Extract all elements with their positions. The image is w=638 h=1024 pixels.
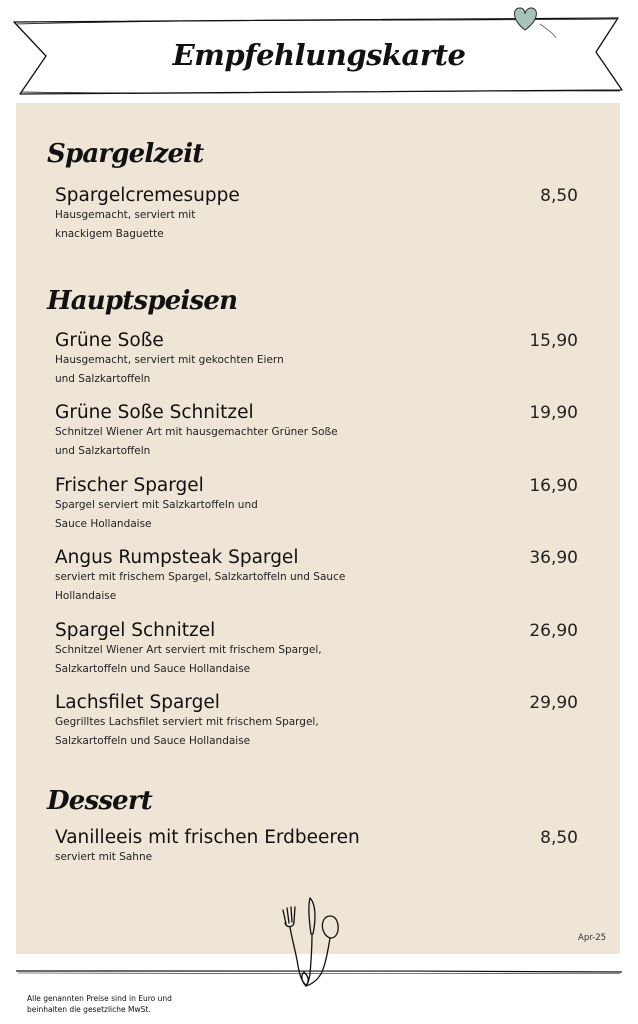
item-name: Lachsfilet Spargel — [55, 692, 220, 713]
item-price: 8,50 — [540, 186, 578, 206]
section-title-hauptspeisen: Hauptspeisen — [47, 286, 238, 316]
price-note: Alle genannten Preise sind in Euro und beinhalten die gesetzliche MwSt. — [27, 994, 172, 1014]
page-title: Empfehlungskarte — [172, 38, 466, 72]
section-title-spargelzeit: Spargelzeit — [47, 139, 204, 169]
menu-item — [55, 475, 585, 533]
menu-item — [55, 692, 585, 750]
item-description: Schnitzel Wiener Art serviert mit frischem Spargel, Salzkartoffeln und Sauce Hollandaise — [55, 644, 322, 675]
item-price: 29,90 — [529, 693, 578, 713]
item-description: Hausgemacht, serviert mit gekochten Eiern und Salzkartoffeln — [55, 354, 284, 385]
item-name: Spargel Schnitzel — [55, 620, 216, 641]
section-title-dessert: Dessert — [47, 786, 153, 816]
cutlery-icon — [266, 890, 356, 990]
item-description: serviert mit frischem Spargel, Salzkartoffeln und Sauce Hollandaise — [55, 571, 346, 602]
item-name: Grüne Soße Schnitzel — [55, 402, 254, 423]
item-description: Gegrilltes Lachsfilet serviert mit frischem Spargel, Salzkartoffeln und Sauce Hollandaise — [55, 716, 319, 747]
menu-item — [55, 827, 585, 867]
item-price: 36,90 — [529, 548, 578, 568]
menu-item — [55, 185, 585, 243]
menu-item — [55, 402, 585, 460]
item-name: Angus Rumpsteak Spargel — [55, 547, 299, 568]
item-price: 19,90 — [529, 403, 578, 423]
date-label: Apr-25 — [578, 933, 607, 943]
item-description: serviert mit Sahne — [55, 851, 153, 863]
menu-item — [55, 547, 585, 605]
item-price: 8,50 — [540, 828, 578, 848]
item-description: Hausgemacht, serviert mit knackigem Baguette — [55, 209, 196, 240]
item-name: Grüne Soße — [55, 330, 164, 351]
item-price: 16,90 — [529, 476, 578, 496]
item-description: Schnitzel Wiener Art mit hausgemachter Grüner Soße und Salzkartoffeln — [55, 426, 338, 457]
menu-item — [55, 330, 585, 388]
item-price: 15,90 — [529, 331, 578, 351]
item-name: Frischer Spargel — [55, 475, 204, 496]
item-price: 26,90 — [529, 621, 578, 641]
item-description: Spargel serviert mit Salzkartoffeln und Sauce Hollandaise — [55, 499, 258, 530]
item-name: Vanilleeis mit frischen Erdbeeren — [55, 827, 360, 848]
item-name: Spargelcremesuppe — [55, 185, 240, 206]
menu-item — [55, 620, 585, 678]
